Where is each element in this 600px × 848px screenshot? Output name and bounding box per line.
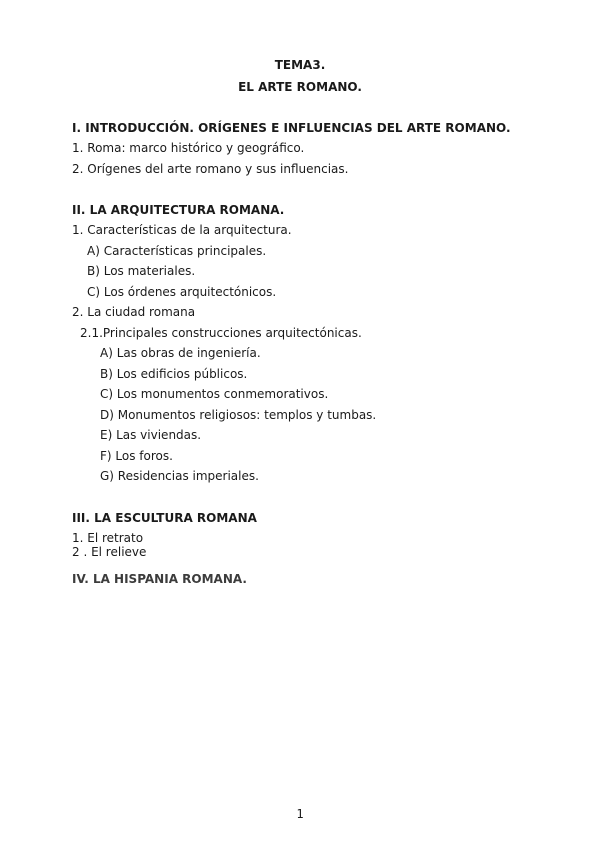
list-item: B) Los materiales. [87,264,196,278]
document-title: EL ARTE ROMANO. [238,80,362,94]
list-item: 1. El retrato [72,531,144,545]
list-item: G) Residencias imperiales. [100,469,259,483]
list-item: 2. La ciudad romana [72,305,196,319]
list-item: 2. Orígenes del arte romano y sus influencias. [72,162,349,176]
list-item: C) Los monumentos conmemorativos. [100,387,329,401]
list-item: E) Las viviendas. [100,428,202,442]
list-item: C) Los órdenes arquitectónicos. [87,285,277,299]
section-heading-2: II. LA ARQUITECTURA ROMANA. [72,203,285,217]
list-item: 2.1.Principales construcciones arquitectónicas. [80,326,362,340]
topic-number: TEMA3. [274,58,326,72]
page-number: 1 [296,807,304,821]
list-item: 1. Roma: marco histórico y geográfico. [72,141,305,155]
list-item: B) Los edificios públicos. [100,367,248,381]
section-heading-1: I. INTRODUCCIÓN. ORÍGENES E INFLUENCIAS DEL ARTE ROMANO. [72,121,511,135]
list-item: 1. Características de la arquitectura. [72,223,292,237]
section-heading-4: IV. LA HISPANIA ROMANA. [72,572,247,586]
list-item: 2 . El relieve [72,545,147,559]
list-item: D) Monumentos religiosos: templos y tumbas. [100,408,377,422]
section-heading-3: III. LA ESCULTURA ROMANA [72,511,257,525]
list-item: A) Las obras de ingeniería. [100,346,261,360]
list-item: A) Características principales. [87,244,267,258]
list-item: F) Los foros. [100,449,173,463]
